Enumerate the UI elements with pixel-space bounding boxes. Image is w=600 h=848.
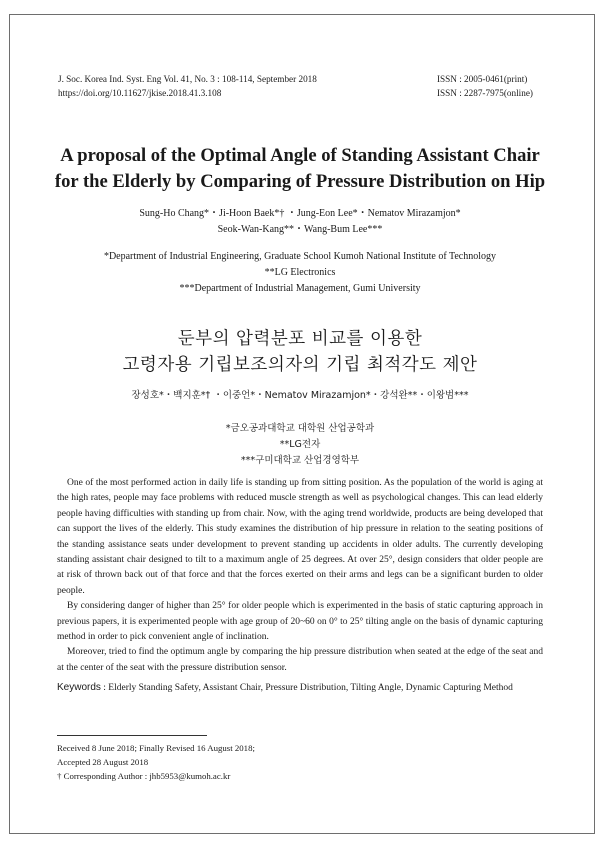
- affiliation-3: ***Department of Industrial Management, Gumi University: [179, 283, 421, 294]
- issn-print: ISSN : 2005-0461(print): [437, 74, 528, 84]
- corresponding-author: † Corresponding Author : jhb5953@kumoh.ac.kr: [57, 771, 231, 781]
- journal-citation: J. Soc. Korea Ind. Syst. Eng Vol. 41, No. 3 : 108-114, September 2018: [58, 74, 317, 84]
- korean-affiliation-1: *금오공과대학교 대학원 산업공학과: [225, 423, 375, 434]
- author-list-line-2: Seok-Wan-Kang**・Wang-Bum Lee***: [217, 224, 383, 235]
- affiliation-1: *Department of Industrial Engineering, Graduate School Kumoh National Institute of Technology: [103, 251, 497, 262]
- footnotes: [57, 741, 255, 783]
- abstract-paragraph-3: Moreover, tried to find the optimum angle by comparing the hip pressure distribution when seated at the edge of the seat and at the center of the seat with the pressure distribution sensor.: [57, 647, 543, 673]
- keywords: [57, 682, 547, 693]
- keywords-text: : Elderly Standing Safety, Assistant Chair, Pressure Distribution, Tilting Angle, Dynamic Capturing Method: [103, 683, 513, 693]
- footnote-divider: [57, 735, 207, 736]
- abstract-paragraph-2: By considering danger of higher than 25° for older people which is experimented in the basis of static capturing approach in previous papers, it is experimented people with age group of 20~60 on 0° to 25° tilting angle on the basis of dynamic capturing method in order to pick convenient angle of inclination.: [57, 601, 543, 643]
- journal-header: [58, 73, 317, 100]
- paper-title-line-2: for the Elderly by Comparing of Pressure Distribution on Hip: [54, 171, 546, 192]
- korean-affiliation-2: **LG전자: [279, 439, 321, 450]
- keywords-label: Keywords: [57, 682, 101, 693]
- korean-title-line-2: 고령자용 기립보조의자의 기립 최적각도 제안: [122, 355, 478, 375]
- affiliation-2: **LG Electronics: [264, 267, 336, 278]
- issn-block: [437, 73, 533, 100]
- korean-title-line-1: 둔부의 압력분포 비교를 이용한: [177, 329, 423, 349]
- abstract-paragraph-1: One of the most performed action in daily life is standing up from sitting position. As the population of the world is aging at the high rates, people may face problems with reduced muscle strength as well as psychological changes. This can lead elderly people having difficulties with standing up from chair. Now, with the aging trend worldwide, products are being developed that can support the lives of the elderly. This study examines the distribution of hip pressure in relation to the seating positions of the standing assistance seats under development to prevent standing up accidents in older adults. The currently developing standing assistant chair designed to tilt to a maximum angle of 25 degrees. At over 25°, design considers that older people are at risk of thrown back out of that force and that the forces exerted on their arms and legs can be a significant burden to older people.: [57, 478, 543, 596]
- received-date: Received 8 June 2018; Finally Revised 16 August 2018;: [57, 743, 255, 753]
- accepted-date: Accepted 28 August 2018: [57, 757, 149, 767]
- abstract: [57, 476, 543, 676]
- author-list-line-1: Sung-Ho Chang*・Ji-Hoon Baek*† ・Jung-Eon Lee*・Nematov Mirazamjon*: [139, 208, 461, 219]
- paper-title-line-1: A proposal of the Optimal Angle of Standing Assistant Chair: [60, 145, 540, 166]
- korean-affiliation-3: ***구미대학교 산업경영학부: [240, 455, 360, 466]
- doi-link[interactable]: https://doi.org/10.11627/jkise.2018.41.3.108: [58, 87, 222, 98]
- korean-author-list: 장성호*・백지훈*† ・이중언*・Nematov Mirazamjon*・강석완**・이왕범***: [131, 390, 469, 401]
- issn-online: ISSN : 2287-7975(online): [437, 87, 533, 98]
